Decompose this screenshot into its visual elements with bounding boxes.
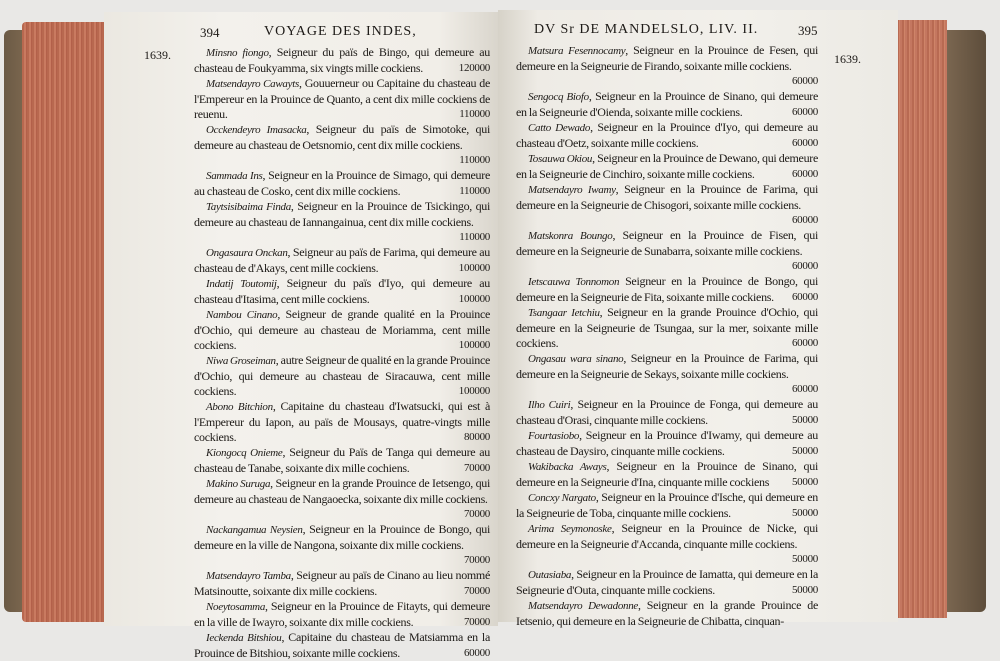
entry-text: , Seigneur en la Prouince d'Iyo, qui demeure au chasteau d'Oetz, soixante mille cockiens. <box>516 120 819 150</box>
person-name: Kiongocq Onieme <box>206 447 283 459</box>
entry-text: , Seigneur en la Prouince de Fonga, qui demeure au chasteau d'Orasi, cinquante mille cockiens. <box>516 397 818 427</box>
person-name: Matsendayro Cawayts <box>206 78 299 90</box>
person-name: Sengocq Biofo <box>528 91 589 103</box>
person-name: Noeytosamma <box>206 601 266 613</box>
revenue-amount: 50000 <box>791 507 818 519</box>
right-page <box>498 10 898 628</box>
person-name: Matsendayro Tamba <box>206 570 291 582</box>
year-margin: 1639. <box>144 48 171 62</box>
entry-text: , Seigneur en la Prouince de Bongo, qui demeure en la ville de Nangona, soixante dix mille cockiens. <box>194 522 491 552</box>
revenue-amount: 50000 <box>791 553 818 565</box>
entry-text: , Seigneur en la grande Prouince d'Ochio, qui demeure en la Seigneurie de Tsungaa, sur la mer, soixante mille cockiens. <box>516 305 818 350</box>
revenue-amount: 60000 <box>791 168 818 180</box>
left-page-edges <box>22 22 108 622</box>
entry-text: , Seigneur en la grande Prouince de Ietsenio, qui demeure en la Seigneurie de Chibatta, cinquan- <box>516 598 818 628</box>
person-name: Nambou Cinano <box>206 309 278 321</box>
list-item <box>516 182 818 228</box>
revenue-amount: 70000 <box>463 508 490 520</box>
list-item <box>194 122 490 168</box>
revenue-amount: 60000 <box>791 214 818 226</box>
entry-text: , Seigneur en la Prouince de Tsickingo, qui demeure au chasteau de Iannangainua, cent dix mille cockiens. <box>194 199 491 229</box>
entry-text: , Seigneur en la Prouince d'Iwamy, qui demeure au chasteau de Daysiro, cinquante mille cockiens. <box>516 428 818 458</box>
year-margin: 1639. <box>834 52 861 66</box>
page-number: 394 <box>200 25 220 40</box>
entry-text: , Seigneur en la Prouince de Fitayts, qui demeure en la ville de Iwayro, soixante dix mille cockiens. <box>194 599 490 629</box>
entry-text: , Seigneur en la Prouince de Simago, qui demeure au chasteau de Cosko, cent dix mille cockiens. <box>194 168 490 198</box>
entry-text: , Seigneur du païs de Bingo, qui demeure au chasteau de Foukyamma, six vingts mille cockiens. <box>194 45 490 75</box>
revenue-amount: 80000 <box>463 431 490 443</box>
revenue-amount: 60000 <box>791 337 818 349</box>
running-head: DV Sr DE MANDELSLO, LIV. II. <box>534 22 759 37</box>
person-name: Matsura Fesennocamy <box>528 45 626 57</box>
revenue-amount: 70000 <box>463 462 490 474</box>
page-text <box>194 45 490 661</box>
revenue-amount: 70000 <box>463 585 490 597</box>
list-item <box>194 399 490 445</box>
list-item <box>194 199 490 245</box>
person-name: Ilho Cuiri <box>528 399 571 411</box>
person-name: Makino Suruga <box>206 478 271 490</box>
entry-text: , Seigneur au païs de Farima, qui demeure au chasteau de d'Akays, cent mille cockiens. <box>194 245 490 275</box>
person-name: Ieckenda Bitshiou <box>206 632 282 644</box>
entry-text: , Seigneur du païs d'Iyo, qui demeure au chasteau d'Itasima, cent mille cockiens. <box>194 276 490 306</box>
entry-text: , Seigneur en la Prouince de Fesen, qui demeure en la Seigneurie de Firando, soixante mille cockiens. <box>516 43 818 73</box>
person-name: Matsendayro Iwamy <box>528 184 616 196</box>
revenue-amount: 100000 <box>458 385 490 397</box>
list-item <box>194 522 490 568</box>
person-name: Tsangaar Ietchiu <box>528 307 600 319</box>
person-name: Arima Seymonoske <box>528 523 612 535</box>
person-name: Taytsisibaima Finda <box>206 201 291 213</box>
list-item <box>516 351 818 397</box>
entry-text: , Seigneur en la grande Prouince de Ietsengo, qui demeure au chasteau de Nangaoecka, soixante dix mille cockiens. <box>194 476 491 506</box>
person-name: Matskonra Boungo <box>528 230 613 242</box>
list-item <box>516 43 818 89</box>
revenue-amount: 100000 <box>458 262 490 274</box>
list-item <box>194 599 490 630</box>
list-item <box>516 598 818 629</box>
person-name: Matsendayro Dewadonne <box>528 600 639 612</box>
person-name: Ongasau wara sinano <box>528 353 624 365</box>
revenue-amount: 60000 <box>791 75 818 87</box>
page-number: 395 <box>798 23 818 38</box>
revenue-amount: 110000 <box>459 185 490 197</box>
list-item <box>516 151 818 182</box>
right-page-edges <box>895 20 947 618</box>
list-item <box>516 428 818 459</box>
revenue-amount: 60000 <box>791 106 818 118</box>
revenue-amount: 120000 <box>458 62 490 74</box>
revenue-amount: 110000 <box>459 154 490 166</box>
running-head: VOYAGE DES INDES, <box>264 24 417 39</box>
list-item <box>516 89 818 120</box>
list-item <box>516 120 818 151</box>
entry-text: , Gouuerneur ou Capitaine du chasteau de l'Empereur en la Prouince de Quanto, a cent dix mille cockiens de reuenu. <box>194 76 490 121</box>
list-item <box>194 45 490 76</box>
person-name: Tosauwa Okiou <box>528 153 593 165</box>
list-item <box>194 568 490 599</box>
person-name: Ietscauwa Tonnomon <box>528 276 620 288</box>
revenue-amount: 60000 <box>791 291 818 303</box>
list-item <box>194 353 490 399</box>
person-name: Catto Dewado <box>528 122 591 134</box>
entry-text: , Seigneur au païs de Cinano au lieu nommé Matsinoutte, soixante dix mille cockiens. <box>194 568 490 598</box>
entry-text: , Seigneur en la Prouince de Iamatta, qui demeure en la Seigneurie d'Outa, cinquante mille cockiens. <box>516 567 818 597</box>
entry-text: , Capitaine du chasteau d'Iwatsucki, qui est à l'Empereur du Iapon, au païs de Mousays, quatre-vingts mille cockiens. <box>194 399 490 444</box>
revenue-amount: 60000 <box>791 260 818 272</box>
list-item <box>194 76 490 122</box>
entry-text: Seigneur en la Prouince de Bongo, qui demeure en la Seigneurie de Fita, soixante mille cockiens. <box>516 274 818 304</box>
list-item <box>194 245 490 276</box>
entry-text: , Seigneur en la Prouince de Nicke, qui demeure en la Seigneurie d'Accanda, cinquante mille cockiens. <box>516 521 818 551</box>
revenue-amount: 60000 <box>791 383 818 395</box>
revenue-amount: 50000 <box>791 445 818 457</box>
list-item <box>516 274 818 305</box>
revenue-amount: 110000 <box>459 108 490 120</box>
page-text <box>516 43 818 629</box>
person-name: Indatij Toutomij <box>206 278 277 290</box>
person-name: Ongasaura Onckan <box>206 247 288 259</box>
list-item <box>194 476 490 522</box>
revenue-amount: 110000 <box>459 231 490 243</box>
person-name: Outasiaba <box>528 569 572 581</box>
list-item <box>194 307 490 353</box>
person-name: Concxy Nargato <box>528 492 596 504</box>
person-name: Occkendeyro Imasacka <box>206 124 307 136</box>
list-item <box>516 459 818 490</box>
list-item <box>194 276 490 307</box>
list-item <box>516 397 818 428</box>
revenue-amount: 50000 <box>791 476 818 488</box>
entry-text: , Capitaine du chasteau de Matsiamma en la Prouince de Bitshiou, soixante mille cockiens. <box>194 630 490 660</box>
revenue-amount: 50000 <box>791 584 818 596</box>
left-page <box>104 12 498 660</box>
list-item <box>194 168 490 199</box>
revenue-amount: 100000 <box>458 339 490 351</box>
entry-text: , Seigneur en la Prouince de Fisen, qui demeure en la Seigneurie de Sunabarra, soixante mille cockiens. <box>516 228 818 258</box>
entry-text: , Seigneur du païs de Simotoke, qui demeure au chasteau de Oetsnomio, cent dix mille cockiens. <box>194 122 490 152</box>
entry-text: , Seigneur en la Prouince de Sinano, qui demeure en la Seigneurie d'Ina, cinquante mille cockiens <box>516 459 818 489</box>
person-name: Wakibacka Aways <box>528 461 607 473</box>
entry-text: , Seigneur en la Prouince de Dewano, qui demeure en la Seigneurie de Cinchiro, soixante mille cockiens. <box>516 151 818 181</box>
revenue-amount: 50000 <box>791 414 818 426</box>
entry-text: , autre Seigneur de qualité en la grande Prouince d'Ochio, qui demeure au chasteau de Siracauwa, cent mille cockiens. <box>194 353 490 398</box>
revenue-amount: 100000 <box>458 293 490 305</box>
entry-text: , Seigneur de grande qualité en la Prouince d'Ochio, qui demeure au chasteau de Moriamma, cent mille cockiens. <box>194 307 491 352</box>
person-name: Fourtasiobo <box>528 430 580 442</box>
entry-text: , Seigneur du Païs de Tanga qui demeure au chasteau de Tanabe, soixante dix mille cochiens. <box>194 445 490 475</box>
revenue-amount: 70000 <box>463 616 490 628</box>
revenue-amount: 70000 <box>463 554 490 566</box>
entry-text: , Seigneur en la Prouince de Sinano, qui demeure en la Seigneurie d'Oienda, soixante mille cockiens. <box>516 89 819 119</box>
entry-text: , Seigneur en la Prouince de Farima, qui demeure en la Seigneurie de Chisogori, soixante mille cockiens. <box>516 182 818 212</box>
person-name: Sammada Ins <box>206 170 263 182</box>
revenue-amount: 60000 <box>791 137 818 149</box>
list-item <box>516 490 818 521</box>
person-name: Abono Bitchion <box>206 401 273 413</box>
list-item <box>516 567 818 598</box>
list-item <box>194 445 490 476</box>
person-name: Nackangamua Neysien <box>206 524 303 536</box>
revenue-amount: 60000 <box>463 647 490 659</box>
list-item <box>516 228 818 274</box>
list-item <box>516 305 818 351</box>
entry-text: , Seigneur en la Prouince d'Ische, qui demeure en la Seigneurie de Toba, cinquante mille cockiens. <box>516 490 818 520</box>
list-item <box>516 521 818 567</box>
person-name: Minsno fiongo <box>206 47 269 59</box>
entry-text: , Seigneur en la Prouince de Farima, qui demeure en la Seigneurie de Sekays, soixante mille cockiens. <box>516 351 819 381</box>
person-name: Niwa Groseiman <box>206 355 276 367</box>
